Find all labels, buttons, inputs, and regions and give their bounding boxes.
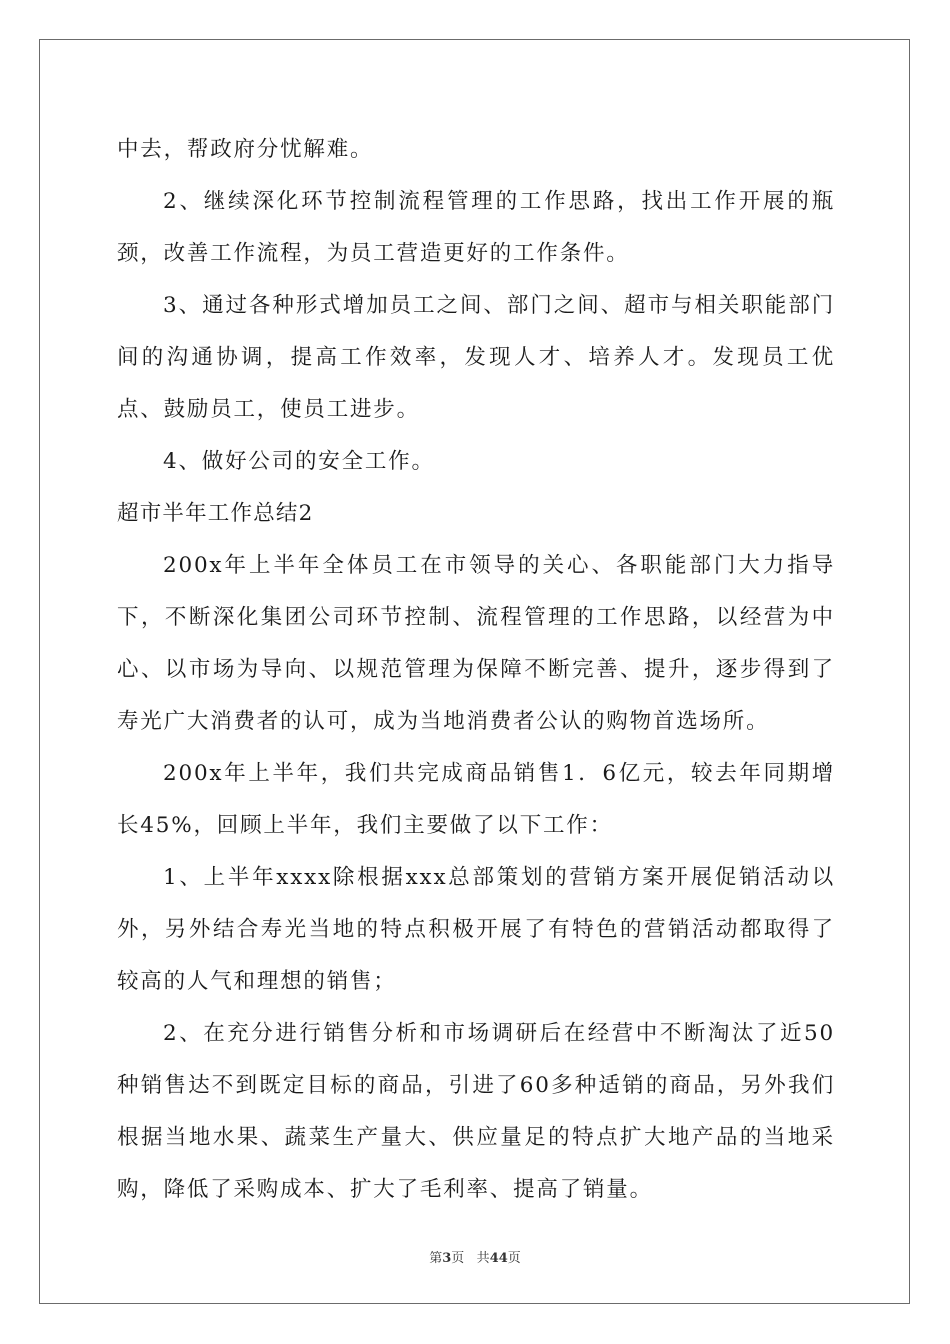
- footer-page-prefix: 第: [429, 1251, 443, 1266]
- paragraph: 3、通过各种形式增加员工之间、部门之间、超市与相关职能部门间的沟通协调，提高工作效率，发现人才、培养人才。发现员工优点、鼓励员工，使员工进步。: [117, 293, 835, 422]
- paragraph: 200x年上半年全体员工在市领导的关心、各职能部门大力指导下，不断深化集团公司环节控制、流程管理的工作思路，以经营为中心、以市场为导向、以规范管理为保障不断完善、提升，逐步得到了寿光广大消费者的认可，成为当地消费者公认的购物首选场所。: [117, 553, 835, 734]
- paragraph: 中去，帮政府分忧解难。: [117, 137, 374, 162]
- paragraph: 1、上半年xxxx除根据xxx总部策划的营销方案开展促销活动以外，另外结合寿光当地的特点积极开展了有特色的营销活动都取得了较高的人气和理想的销售；: [117, 865, 835, 994]
- paragraph: 200x年上半年，我们共完成商品销售1．6亿元，较去年同期增长45%，回顾上半年，我们主要做了以下工作：: [117, 761, 835, 838]
- footer-total-pages: 44: [489, 1251, 508, 1266]
- footer-page-number: 3: [442, 1251, 452, 1266]
- paragraph: 2、在充分进行销售分析和市场调研后在经营中不断淘汰了近50种销售达不到既定目标的商品，引进了60多种适销的商品，另外我们根据当地水果、蔬菜生产量大、供应量足的特点扩大地产品的当地采购，降低了采购成本、扩大了毛利率、提高了销量。: [117, 1021, 835, 1202]
- paragraph: 2、继续深化环节控制流程管理的工作思路，找出工作开展的瓶颈，改善工作流程，为员工营造更好的工作条件。: [117, 189, 835, 266]
- document-body: [117, 124, 835, 1216]
- footer-total-prefix: 共: [476, 1251, 490, 1266]
- section-heading: 超市半年工作总结2: [117, 501, 314, 526]
- paragraph: 4、做好公司的安全工作。: [163, 449, 435, 474]
- page-footer: [0, 1247, 950, 1266]
- footer-total-suffix: 页: [507, 1251, 521, 1266]
- footer-page-suffix: 页: [451, 1251, 465, 1266]
